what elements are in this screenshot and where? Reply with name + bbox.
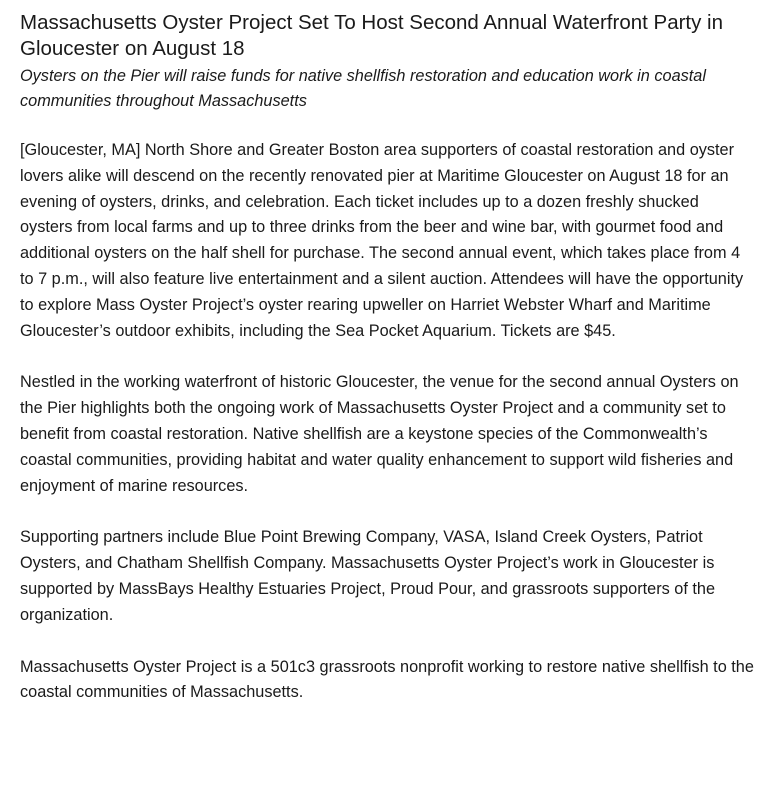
paragraph-about-organization: Massachusetts Oyster Project is a 501c3 grassroots nonprofit working to restore native shellfish to the coastal communities of Massachusetts. — [20, 657, 754, 702]
paragraph-venue: Nestled in the working waterfront of historic Gloucester, the venue for the second annual Oysters on the Pier highlights both the ongoing work of Massachusetts Oyster Project and a community set to benefit from coastal restoration. Native shellfish are a keystone species of the Commonwealth’s coastal communities, providing habitat and water quality enhancement to support wild fisheries and enjoyment of marine resources. — [20, 373, 739, 495]
paragraph-partners: Supporting partners include Blue Point Brewing Company, VASA, Island Creek Oysters, Patriot Oysters, and Chatham Shellfish Company. Massachusetts Oyster Project’s work in Gloucester is supported by MassBays Healthy Estuaries Project, Proud Pour, and grassroots supporters of the organization. — [20, 528, 716, 624]
paragraph-event-details: [Gloucester, MA] North Shore and Greater Boston area supporters of coastal restoration and oyster lovers alike will descend on the recently renovated pier at Maritime Gloucester on August 18 for an evening of oysters, drinks, and celebration. Each ticket includes up to a dozen freshly shucked oysters from local farms and up to three drinks from the beer and wine bar, with gourmet food and additional oysters on the half shell for purchase. The second annual event, which takes place from 4 to 7 p.m., will also feature live entertainment and a silent auction. Attendees will have the opportunity to explore Mass Oyster Project’s oyster rearing upweller on Harriet Webster Wharf and Maritime Gloucester’s outdoor exhibits, including the Sea Pocket Aquarium. Tickets are $45. — [20, 141, 744, 340]
document-title: Massachusetts Oyster Project Set To Host Second Annual Waterfront Party in Gloucester on August 18 — [20, 11, 724, 60]
document-subtitle: Oysters on the Pier will raise funds for native shellfish restoration and education work in coastal communities throughout Massachusetts — [20, 67, 706, 110]
